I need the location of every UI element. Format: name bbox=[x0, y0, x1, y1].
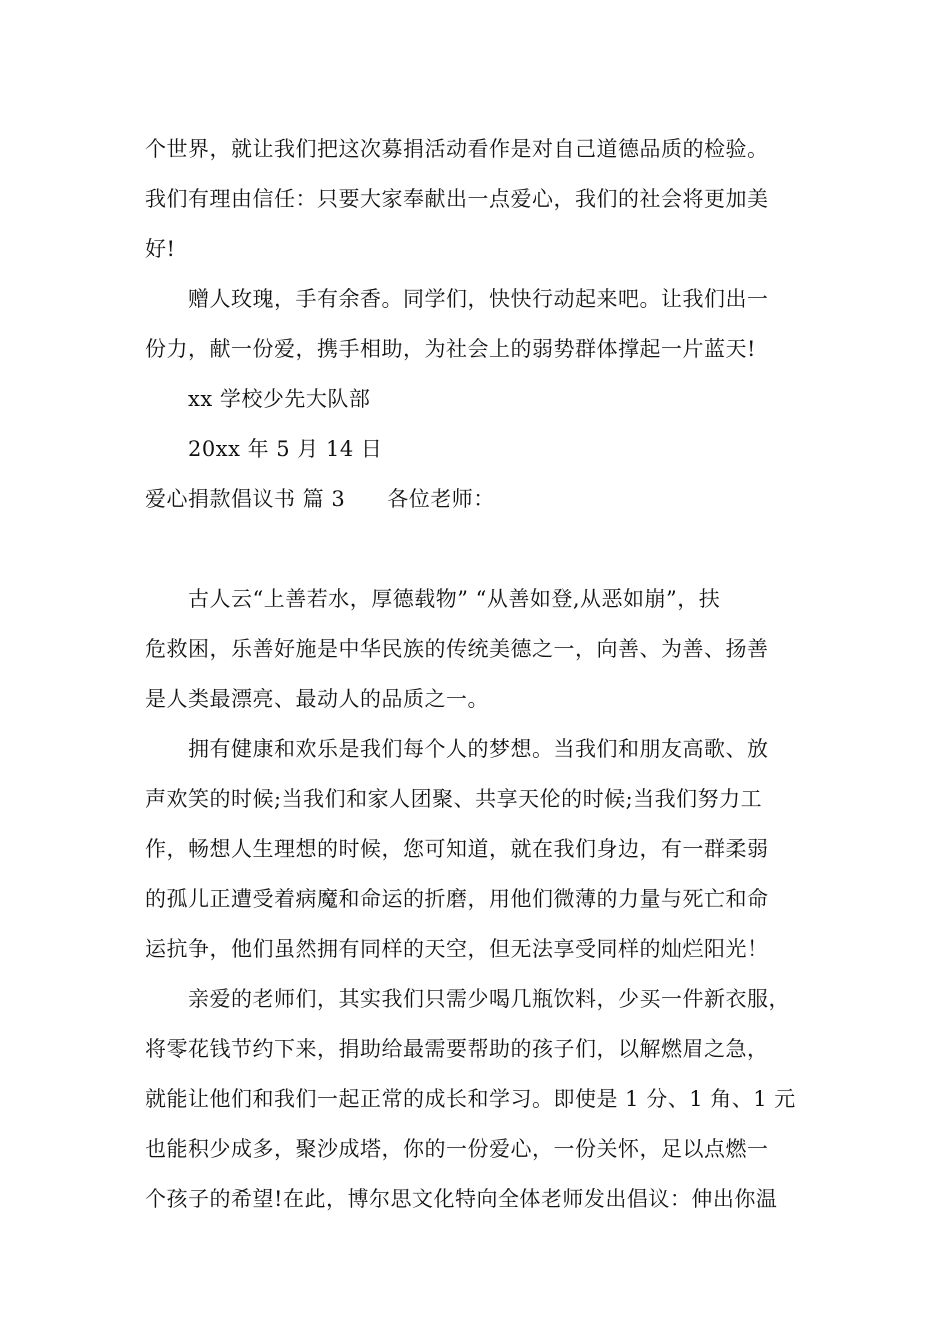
paragraph-5-line-4: 也能积少成多，聚沙成塔，你的一份爱心，一份关怀，足以点燃一 bbox=[145, 1137, 769, 1161]
paragraph-4-line-2: 声欢笑的时候;当我们和家人团聚、共享天伦的时候;当我们努力工 bbox=[145, 787, 763, 811]
paragraph-1-line-3: 好! bbox=[145, 237, 176, 261]
signature-date: 20xx 年 5 月 14 日 bbox=[188, 437, 383, 461]
paragraph-1-line-1: 个世界，就让我们把这次募捐活动看作是对自己道德品质的检验。 bbox=[145, 137, 769, 161]
paragraph-1-line-2: 我们有理由信任：只要大家奉献出一点爱心，我们的社会将更加美 bbox=[145, 187, 769, 211]
paragraph-2-line-2: 份力，献一份爱，携手相助，为社会上的弱势群体撑起一片蓝天! bbox=[145, 337, 756, 361]
paragraph-4-line-4: 的孤儿正遭受着病魔和命运的折磨，用他们微薄的力量与死亡和命 bbox=[145, 887, 769, 911]
section-heading-row bbox=[145, 484, 495, 514]
paragraph-5-line-3: 就能让他们和我们一起正常的成长和学习。即使是 1 分、1 角、1 元 bbox=[145, 1087, 796, 1111]
paragraph-5-line-2: 将零花钱节约下来，捐助给最需要帮助的孩子们，以解燃眉之急， bbox=[145, 1037, 769, 1061]
paragraph-3-line-3: 是人类最漂亮、最动人的品质之一。 bbox=[145, 687, 489, 711]
paragraph-4-line-3: 作，畅想人生理想的时候，您可知道，就在我们身边，有一群柔弱 bbox=[145, 837, 769, 861]
signature-organization: xx 学校少先大队部 bbox=[188, 387, 371, 411]
paragraph-4-line-1: 拥有健康和欢乐是我们每个人的梦想。当我们和朋友高歌、放 bbox=[188, 737, 769, 761]
paragraph-2-line-1: 赠人玫瑰，手有余香。同学们，快快行动起来吧。让我们出一 bbox=[188, 287, 769, 311]
salutation: 各位老师： bbox=[387, 487, 495, 511]
paragraph-5-line-5: 个孩子的希望!在此，博尔思文化特向全体老师发出倡议：伸出你温 bbox=[145, 1187, 778, 1211]
paragraph-3-line-2: 危救困，乐善好施是中华民族的传统美德之一，向善、为善、扬善 bbox=[145, 637, 769, 661]
paragraph-5-line-1: 亲爱的老师们，其实我们只需少喝几瓶饮料，少买一件新衣服， bbox=[188, 987, 790, 1011]
section-title: 爱心捐款倡议书 篇 3 bbox=[145, 487, 346, 511]
paragraph-3-line-1: 古人云“上善若水，厚德载物” “从善如登,从恶如崩”，扶 bbox=[188, 587, 721, 611]
paragraph-4-line-5: 运抗争，他们虽然拥有同样的天空，但无法享受同样的灿烂阳光！ bbox=[145, 937, 769, 961]
